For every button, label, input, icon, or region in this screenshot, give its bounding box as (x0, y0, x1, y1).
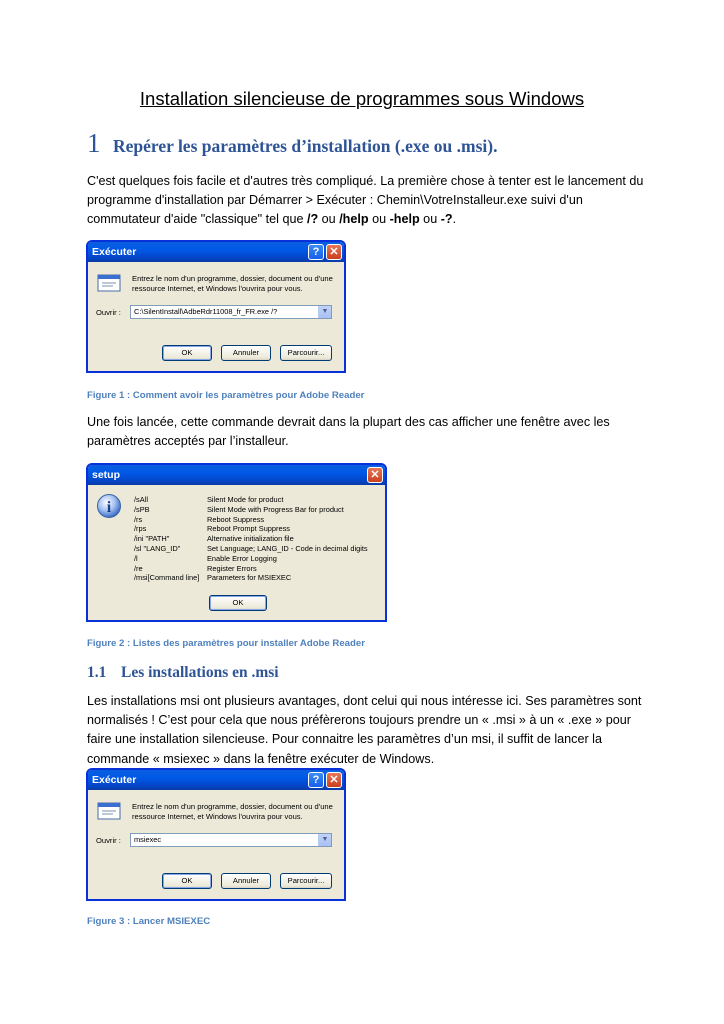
info-icon (96, 493, 122, 519)
cancel-button[interactable]: Annuler (221, 345, 271, 361)
parameter-row (134, 495, 368, 505)
ok-button[interactable]: OK (162, 873, 212, 889)
section-title: Les installations en .msi (121, 664, 279, 681)
parameter-switch: /rps (134, 524, 147, 534)
parameter-switch: /sl "LANG_ID" (134, 543, 181, 553)
parameter-switch: /rs (134, 514, 143, 524)
run-icon (96, 272, 122, 294)
section-1-1-heading (87, 664, 279, 682)
parameter-description: Set Language; LANG_ID - Code in decimal digits (207, 543, 368, 553)
open-label: Ouvrir : (96, 308, 121, 317)
parameter-row (134, 544, 368, 554)
parameter-description: Silent Mode with Progress Bar for product (207, 504, 344, 514)
close-icon[interactable]: ✕ (326, 244, 342, 260)
parameter-description: Reboot Suppress (207, 514, 265, 524)
dialog-titlebar (88, 770, 344, 790)
cancel-button[interactable]: Annuler (221, 873, 271, 889)
close-icon[interactable]: ✕ (367, 467, 383, 483)
section-1-heading (87, 128, 497, 159)
paragraph-1: C'est quelques fois facile et d'autres très compliqué. La première chose à tenter est le lancement du programme d'installation par Démarrer > Exécuter : Chemin\VotreInstalleur.exe suivi d'un commutateur d'aide "classique" tel que /? ou /help ou -help ou -?. (87, 174, 644, 227)
help-icon[interactable]: ? (308, 772, 324, 788)
parameter-description: Register Errors (207, 563, 257, 573)
parameter-description: Parameters for MSIEXEC (207, 573, 292, 583)
parameter-switch: /l (134, 553, 138, 563)
chevron-down-icon[interactable]: ▼ (318, 306, 331, 318)
figure-2-caption: Figure 2 : Listes des paramètres pour installer Adobe Reader (87, 638, 365, 649)
parameter-description: Reboot Prompt Suppress (207, 524, 290, 534)
figure-1-caption: Figure 1 : Comment avoir les paramètres pour Adobe Reader (87, 390, 365, 401)
browse-button[interactable]: Parcourir... (280, 345, 332, 361)
parameter-switch: /sPB (134, 504, 150, 514)
parameter-description: Alternative initialization file (207, 534, 294, 544)
parameter-row (134, 515, 368, 525)
parameter-switch: /sAll (134, 495, 148, 504)
figure-3-caption: Figure 3 : Lancer MSIEXEC (87, 916, 211, 927)
chevron-down-icon[interactable]: ▼ (318, 834, 331, 846)
dialog-message: Entrez le nom d'un programme, dossier, document ou d'une ressource Internet, et Windows l'ouvrira pour vous. (132, 274, 333, 293)
close-icon[interactable]: ✕ (326, 772, 342, 788)
parameter-switch: /ini "PATH" (134, 534, 170, 544)
dialog-title: Exécuter (92, 246, 137, 258)
svg-text:i: i (106, 499, 112, 516)
parameter-row (134, 554, 368, 564)
ok-button[interactable]: OK (162, 345, 212, 361)
browse-button[interactable]: Parcourir... (280, 873, 332, 889)
page-title: Installation silencieuse de programmes sous Windows (139, 88, 585, 109)
section-number: 1 (87, 128, 101, 158)
parameter-row (134, 524, 368, 534)
setup-dialog-screenshot (86, 463, 387, 622)
open-combobox[interactable]: msiexec ▼ (130, 833, 332, 847)
run-dialog-screenshot-1 (86, 240, 346, 373)
run-dialog-screenshot-2 (86, 768, 346, 901)
parameter-row (134, 564, 368, 574)
dialog-message: Entrez le nom d'un programme, dossier, document ou d'une ressource Internet, et Windows l'ouvrira pour vous. (132, 802, 333, 821)
parameters-table (134, 495, 368, 583)
open-combobox[interactable]: C:\SilentInstall\AdbeRdr11008_fr_FR.exe /? ▼ (130, 305, 332, 319)
parameter-description: Enable Error Logging (207, 553, 277, 563)
parameter-switch: /re (134, 563, 143, 573)
section-title: Repérer les paramètres d’installation (.exe ou .msi). (113, 136, 498, 156)
parameter-row (134, 534, 368, 544)
dialog-titlebar (88, 242, 344, 262)
dialog-title: setup (92, 469, 121, 481)
parameter-row (134, 573, 368, 583)
parameter-switch: /msi[Command line] (134, 573, 200, 583)
parameter-description: Silent Mode for product (207, 495, 284, 504)
parameter-row (134, 505, 368, 515)
help-icon[interactable]: ? (308, 244, 324, 260)
paragraph-3: Les installations msi ont plusieurs avantages, dont celui qui nous intéresse ici. Ses paramètres sont normalisés ! C’est pour cela que nous préfèrerons toujours prendre un « .msi » à un « .exe » pour faire une installation silencieuse. Pour connaitre les paramètres d’un msi, il suffit de lancer la commande « msiexec » dans la fenêtre exécuter de Windows. (87, 694, 642, 766)
paragraph-2: Une fois lancée, cette commande devrait dans la plupart des cas afficher une fenêtre avec les paramètres acceptés par l’installeur. (87, 415, 610, 449)
ok-button[interactable]: OK (209, 595, 267, 611)
run-icon (96, 800, 122, 822)
section-number: 1.1 (87, 664, 107, 681)
open-label: Ouvrir : (96, 836, 121, 845)
dialog-title: Exécuter (92, 774, 137, 786)
dialog-titlebar (88, 465, 385, 485)
